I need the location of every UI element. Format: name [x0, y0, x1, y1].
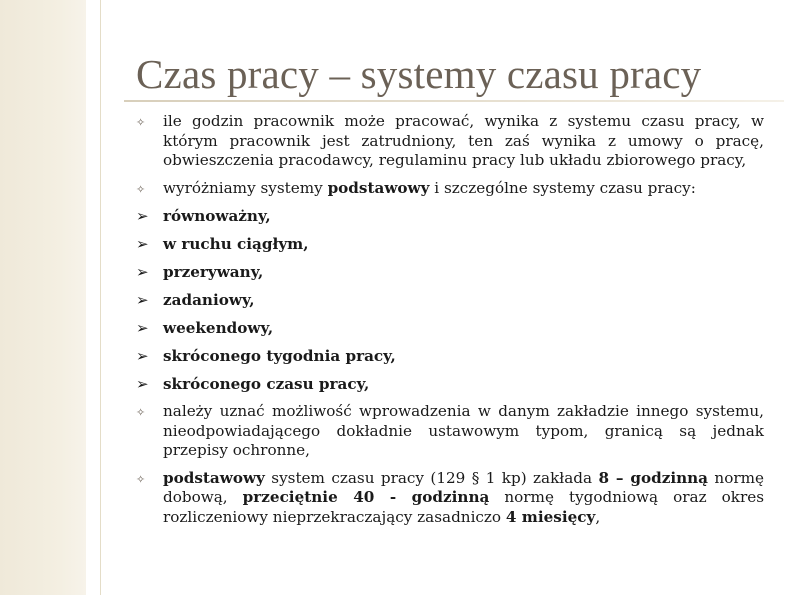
arrow-bullet-icon: ➢	[136, 235, 149, 253]
vertical-divider	[100, 0, 101, 595]
arrow-bullet-icon: ➢	[136, 263, 149, 281]
system-item	[136, 206, 764, 227]
bullet-intro	[136, 112, 764, 171]
bullet-basic	[136, 469, 764, 528]
basic-text-4: ,	[595, 507, 601, 526]
decorative-sidebar	[0, 0, 86, 595]
bullet-systems	[136, 179, 764, 199]
system-item-label: w ruchu ciągłym,	[163, 235, 309, 253]
system-item	[136, 290, 764, 311]
bullet-systems-text-after: i szczególne systemy czasu pracy:	[429, 178, 696, 197]
arrow-bullet-icon: ➢	[136, 291, 149, 309]
system-item-label: skróconego czasu pracy,	[163, 375, 370, 393]
arrow-bullet-icon: ➢	[136, 207, 149, 225]
system-item-label: skróconego tygodnia pracy,	[163, 347, 396, 365]
bullet-systems-text-before: wyróżniamy systemy	[163, 178, 328, 197]
bullet-note	[136, 402, 764, 461]
lozenge-bullet-icon: ✧	[136, 116, 146, 129]
system-item-label: weekendowy,	[163, 319, 274, 337]
basic-text-1: system czasu pracy (129 § 1 kp) zakłada	[264, 468, 599, 487]
lozenge-bullet-icon: ✧	[136, 472, 146, 486]
slide-title: Czas pracy – systemy czasu pracy	[136, 51, 702, 97]
lozenge-bullet-icon: ✧	[136, 406, 146, 419]
system-item-label: przerywany,	[163, 263, 264, 281]
arrow-bullet-icon: ➢	[136, 319, 149, 337]
system-item-label: zadaniowy,	[163, 291, 255, 309]
system-item	[136, 374, 764, 395]
basic-text-2: normę dobową,	[163, 468, 765, 506]
bullet-systems-bold: podstawowy	[327, 178, 430, 197]
system-item-label: równoważny,	[163, 207, 271, 225]
weekly-norm: przeciętnie 40 - godzinną	[242, 488, 490, 506]
bullet-note-text: należy uznać możliwość wprowadzenia w danym zakładzie innego systemu, nieodpowiadającego dokładnie ustawowym typom, granicą są jednak przepisy ochronne,	[163, 402, 764, 459]
basic-system-label: podstawowy	[163, 468, 265, 487]
arrow-bullet-icon: ➢	[136, 375, 149, 393]
system-item	[136, 262, 764, 283]
slide-body	[136, 112, 764, 535]
bullet-intro-text: ile godzin pracownik może pracować, wynika z systemu czasu pracy, w którym pracownik jest zatrudniony, ten zaś wynika z umowy o pracę, obwieszczenia pracodawcy, regulaminu pracy lub układu zbiorowego pracy,	[163, 112, 764, 169]
settlement-period: 4 miesięcy	[505, 507, 596, 526]
daily-norm: 8 – godzinną	[598, 468, 709, 487]
system-item	[136, 318, 764, 339]
system-item	[136, 346, 764, 367]
lozenge-bullet-icon: ✧	[136, 182, 146, 196]
title-underline	[124, 100, 784, 102]
system-item	[136, 234, 764, 255]
basic-text-3: normę tygodniową oraz okres rozliczeniowy nieprzekraczający zasadniczo	[163, 488, 764, 526]
arrow-bullet-icon: ➢	[136, 347, 149, 365]
